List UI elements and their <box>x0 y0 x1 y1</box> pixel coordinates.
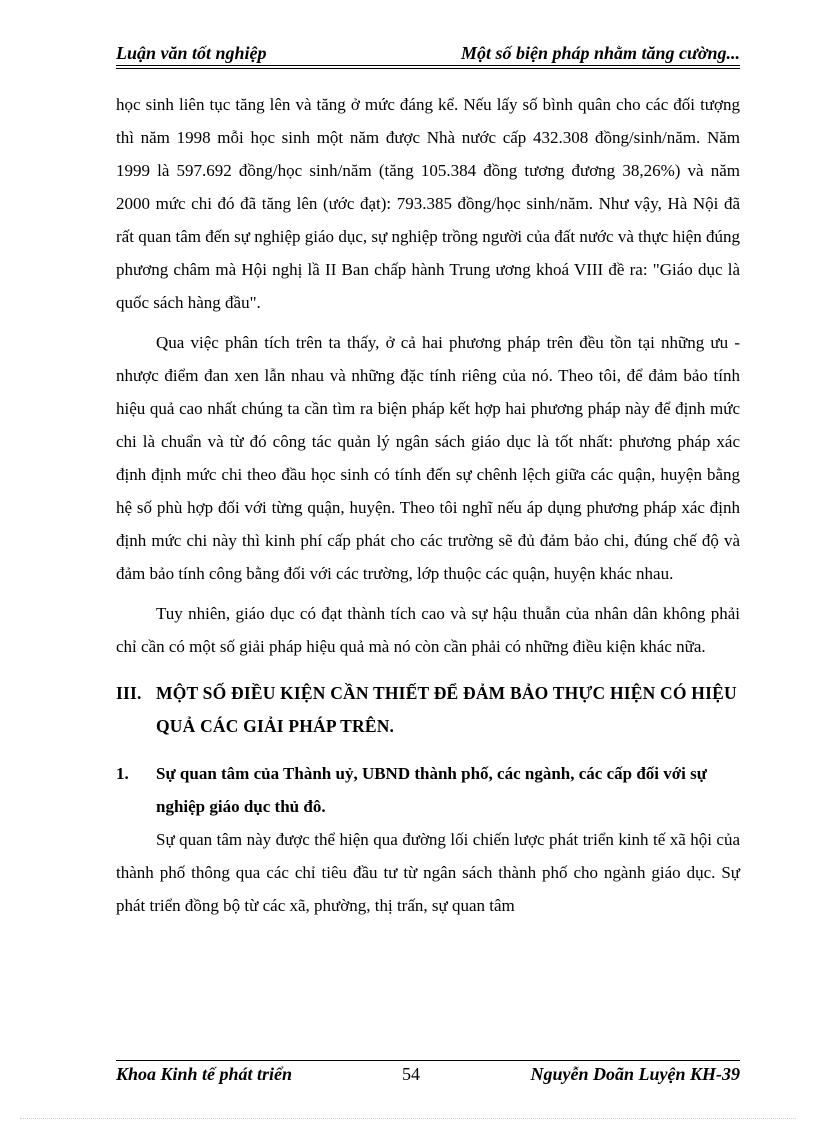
header-thesis-label: Luận văn tốt nghiệp <box>116 43 267 63</box>
section-iii-title: MỘT SỐ ĐIỀU KIỆN CẦN THIẾT ĐỂ ĐẢM BẢO THỰC HIỆN CÓ HIỆU QUẢ CÁC GIẢI PHÁP TRÊN. <box>156 683 737 736</box>
header-divider <box>116 65 740 69</box>
footer-divider <box>116 1060 740 1061</box>
header-title: Một số biện pháp nhằm tăng cường... <box>461 43 740 63</box>
footer-faculty: Khoa Kinh tế phát triển <box>116 1064 293 1084</box>
paragraph-continuation: học sinh liên tục tăng lên và tăng ở mức đáng kể. Nếu lấy số bình quân cho các đối tượng thì năm 1998 mỗi học sinh một năm được Nhà nước cấp 432.308 đồng/sinh/năm. Năm 1999 là 597.692 đồng/học sinh/năm (tăng 105.384 đồng tương đương 38,26%) và năm 2000 mức chi đó đã tăng lên (ước đạt): 793.385 đồng/học sinh/năm. Như vậy, Hà Nội đã rất quan tâm đến sự nghiệp giáo dục, sự nghiệp trồng người của đất nước và thực hiện đúng phương châm mà Hội nghị lầ II Ban chấp hành Trung ương khoá VIII đề ra: "Giáo dục là quốc sách hàng đầu". <box>116 95 740 312</box>
page-header <box>116 38 740 64</box>
section-1-title: Sự quan tâm của Thành uỷ, UBND thành phố, các ngành, các cấp đối với sự nghiệp giáo dục thủ đô. <box>156 764 707 816</box>
section-1-number: 1. <box>116 764 129 783</box>
section-iii-number: III. <box>116 683 142 703</box>
paragraph-analysis: Qua việc phân tích trên ta thấy, ở cả hai phương pháp trên đều tồn tại những ưu - nhược điểm đan xen lẫn nhau và những đặc tính riêng của nó. Theo tôi, để đảm bảo tính hiệu quả cao nhất chúng ta cần tìm ra biện pháp kết hợp hai phương pháp này để định mức chi là chuẩn và từ đó công tác quản lý ngân sách giáo dục là tốt nhất: phương pháp xác định định mức chi theo đầu học sinh có tính đến sự chênh lệch giữa các quận, huyện bằng hệ số phù hợp đối với từng quận, huyện. Theo tôi nghĩ nếu áp dụng phương pháp xác định định mức chi này thì kinh phí cấp phát cho các trường sẽ đủ đảm bảo chi, đúng chế độ và đảm bảo tính công bằng đối với các trường, lớp thuộc các quận, huyện khác nhau. <box>116 333 740 583</box>
page-body <box>116 88 740 922</box>
section-1-heading <box>116 757 740 823</box>
page-edge-dots <box>20 1118 796 1119</box>
paragraph-however: Tuy nhiên, giáo dục có đạt thành tích cao và sự hậu thuẫn của nhân dân không phải chỉ cần có một số giải pháp hiệu quả mà nó còn cần phải có những điều kiện khác nữa. <box>116 604 740 656</box>
footer-author: Nguyễn Doãn Luyện KH-39 <box>530 1064 740 1084</box>
page-footer <box>116 1064 740 1088</box>
page-number: 54 <box>402 1064 420 1084</box>
section-iii-heading <box>116 677 740 743</box>
paragraph-city-interest: Sự quan tâm này được thể hiện qua đường lối chiến lược phát triển kinh tế xã hội của thành phố thông qua các chỉ tiêu đầu tư từ ngân sách thành phố cho ngành giáo dục. Sự phát triển đồng bộ từ các xã, phường, thị trấn, sự quan tâm <box>116 830 740 915</box>
